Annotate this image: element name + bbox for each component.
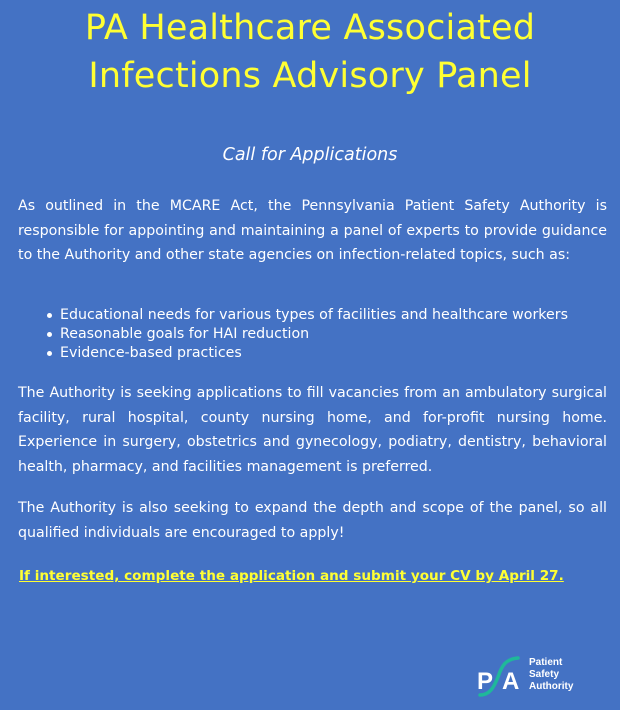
list-item: Educational needs for various types of facilities and healthcare workers xyxy=(44,306,568,325)
pa-logo-mark-icon xyxy=(476,655,526,699)
expand-paragraph: The Authority is also seeking to expand the depth and scope of the panel, so all qualified individuals are encouraged to apply! xyxy=(18,500,607,541)
page-title xyxy=(0,4,620,100)
vacancies-paragraph: The Authority is seeking applications to fill vacancies from an ambulatory surgical facility, rural hospital, county nursing home, and for-profit nursing home. Experience in surgery, obstetrics and gynecology, podiatry, dentistry, behavioral health, pharmacy, and facilities management is preferred. xyxy=(18,385,607,475)
bullet-icon xyxy=(47,351,52,356)
svg-text:P: P xyxy=(477,668,494,695)
patient-safety-authority-logo xyxy=(476,655,606,699)
bullet-icon xyxy=(47,332,52,337)
application-link[interactable]: If interested, complete the application and submit your CV by April 27. xyxy=(19,568,564,584)
list-item: Reasonable goals for HAI reduction xyxy=(44,325,568,344)
logo-wordmark: Patient Safety Authority xyxy=(529,657,574,692)
topics-list xyxy=(44,306,568,363)
intro-paragraph: As outlined in the MCARE Act, the Pennsylvania Patient Safety Authority is responsible for appointing and maintaining a panel of experts to provide guidance to the Authority and other state agencies on infection-related topics, such as: xyxy=(18,198,607,263)
subtitle: Call for Applications xyxy=(222,145,398,165)
title-line-1: PA Healthcare Associated xyxy=(84,8,536,48)
title-line-2: Infections Advisory Panel xyxy=(88,56,532,96)
list-item: Evidence-based practices xyxy=(44,344,568,363)
bullet-icon xyxy=(47,313,52,318)
svg-text:A: A xyxy=(502,668,520,695)
